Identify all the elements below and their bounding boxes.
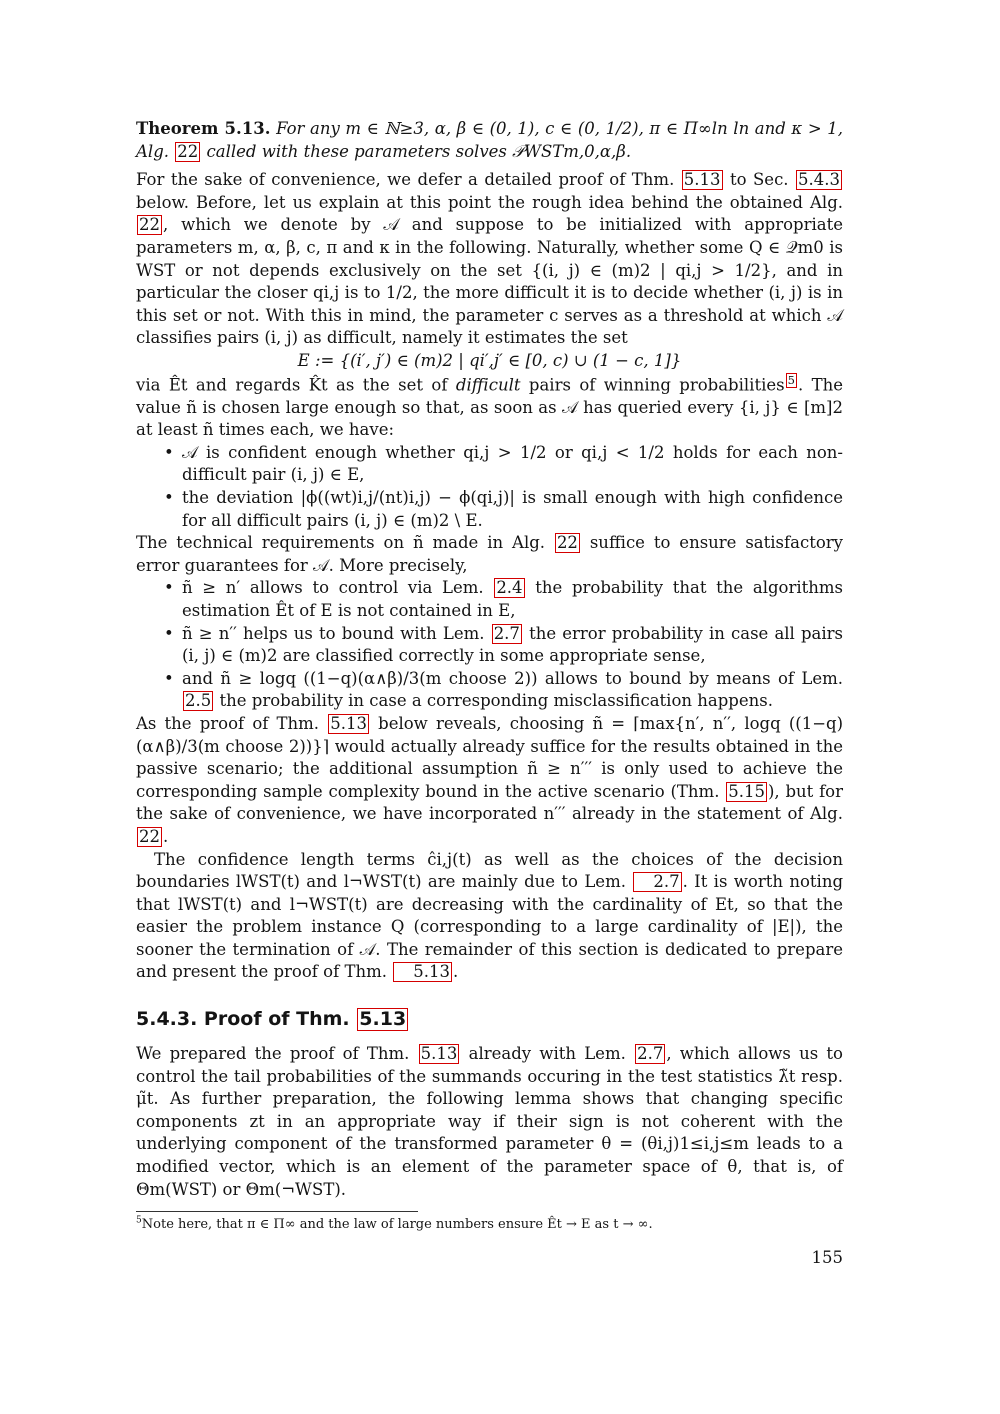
ref-thm-5-15[interactable]: 5.15: [728, 781, 765, 801]
text-run: We prepared the proof of Thm.: [136, 1044, 410, 1064]
ref-alg-22[interactable]: 22: [556, 533, 578, 553]
emphasis-difficult: difficult: [455, 375, 521, 395]
text-run: .: [452, 962, 459, 982]
theorem-text-b: called with these parameters solves 𝒫WSTm,0,α,β.: [206, 141, 632, 161]
ref-thm-5-13[interactable]: 5.13: [330, 713, 367, 733]
text-run: The confidence length terms ĉi,j(t) as well as the choices of the decision boundaries lWST(t) and l¬WST(t) are mainly due to Lem.: [136, 849, 843, 892]
ref-alg-22[interactable]: 22: [139, 826, 160, 846]
paragraph-overview: [136, 169, 843, 350]
ref-lem-2-4[interactable]: 2.4: [496, 578, 523, 598]
list-item: [182, 623, 843, 668]
text-run: pairs of winning probabilities: [528, 375, 785, 395]
bullet-list-confidence: [136, 442, 843, 532]
text-run: and ñ ≥ logq ((1−q)(α∧β)/3(m choose 2)) allows to bound by means of Lem.: [182, 668, 843, 688]
text-run: the error probability in case all pairs (i, j) ∈ (m)2 are classified correctly in some appropriate sense,: [182, 623, 843, 666]
footnote-mark: 5: [136, 1215, 142, 1226]
footnote-text: Note here, that π ∈ Π∞ and the law of large numbers ensure Êt → E as t → ∞.: [141, 1217, 653, 1233]
ref-alg-22[interactable]: 22: [177, 141, 199, 161]
paragraph-confidence-length: [136, 849, 843, 985]
text-run: suffice to ensure satisfactory error guarantees for 𝒜. More precisely,: [136, 533, 843, 575]
section-heading-5-4-3: [136, 1008, 843, 1031]
page-body: [136, 118, 843, 1233]
list-item: • the deviation |ϕ((wt)i,j/(nt)i,j) − ϕ(qi,j)| is small enough with high confidence for all difficult pairs (i, j) ∈ (m)2 \ E.: [182, 487, 843, 532]
theorem-5-13: [136, 118, 843, 163]
text-run: . It is worth noting that lWST(t) and l¬WST(t) are decreasing with the cardinality of Et, so that the easier the problem instance Q (corresponding to a large cardinality of |E|), the sooner the termination of 𝒜. The remainder of this section is dedicated to prepare and present the proof of Thm.: [136, 872, 844, 982]
text-run: ), but for the sake of convenience, we have incorporated n′′′ already in the statement of Alg.: [136, 781, 844, 824]
paragraph-proof-reveal: [136, 713, 843, 849]
text-run: , which allows us to control the tail probabilities of the summands occuring in the test statistics λ̃t resp. μ̃t. As further preparation, the following lemma shows that changing specific components zt in an appropriate way if their sign is not coherent with the underlying component of the transformed parameter θ = (θi,j)1≤i,j≤m leads to a modified vector, which is an element of the parameter space of θ, that is, of Θm(WST) or Θm(¬WST).: [136, 1044, 843, 1199]
bullet-list-requirements: [136, 577, 843, 713]
footnote-divider: [136, 1211, 418, 1212]
list-item: [182, 577, 843, 622]
display-equation-E: E := {(i′, j′) ∈ (m)2 | qi′,j′ ∈ [0, c) ∪ (1 − c, 1]}: [297, 350, 682, 370]
list-item: [182, 668, 843, 713]
text-run: the probability in case a corresponding misclassification happens.: [219, 691, 773, 711]
text-run: already with Lem.: [468, 1044, 626, 1064]
text-run: via Êt and regards K̂t as the set of: [136, 375, 448, 395]
ref-sec-5-4-3[interactable]: 5.4.3: [798, 170, 840, 190]
text-run: to Sec.: [729, 170, 789, 190]
theorem-heading: Theorem 5.13.: [136, 119, 271, 138]
footnote-ref-5[interactable]: 5: [787, 372, 795, 387]
ref-lem-2-7[interactable]: 2.7: [637, 1044, 664, 1064]
text-run: ñ ≥ n′′ helps us to bound with Lem.: [182, 623, 485, 643]
ref-lem-2-7[interactable]: 2.7: [493, 623, 520, 643]
ref-thm-5-13[interactable]: 5.13: [359, 1008, 407, 1031]
footnote-5: [136, 1216, 843, 1233]
ref-lem-2-5[interactable]: 2.5: [185, 691, 212, 711]
paragraph-technical-requirements: [136, 532, 843, 577]
text-run: .: [163, 826, 169, 846]
text-run: For the sake of convenience, we defer a detailed proof of Thm.: [136, 170, 675, 190]
text-run: the probability that the algorithms estimation Êt of E is not contained in E,: [182, 578, 843, 620]
paragraph-difficult-pairs: [136, 373, 843, 442]
section-title: 5.4.3. Proof of Thm.: [136, 1008, 350, 1031]
ref-thm-5-13[interactable]: 5.13: [420, 1044, 458, 1064]
page-number: 155: [811, 1248, 843, 1267]
ref-alg-22[interactable]: 22: [139, 215, 160, 235]
text-run: As the proof of Thm.: [136, 713, 320, 733]
theorem-text-a: For any m ∈ ℕ≥3, α, β ∈ (0, 1), c ∈ (0, 1/2), π ∈ Π∞ln ln and κ > 1, Alg.: [136, 119, 843, 161]
text-run: . The value ñ is chosen large enough so that, as soon as 𝒜 has queried every {i, j} ∈ [m]2 at least ñ times each, we have:: [136, 375, 843, 440]
paragraph-proof-prep: [136, 1043, 843, 1201]
text-run: , which we denote by 𝒜 and suppose to be initialized with appropriate parameters m, α, β, c, π and κ in the following. Naturally, whether some Q ∈ 𝒬m0 is WST or not depends exclusively on the set {(i, j) ∈ (m)2 | qi,j > 1/2}, and in particular the closer qi,j is to 1/2, the more difficult it is to decide whether (i, j) is in this set or not. With this in mind, the parameter c serves as a threshold at which 𝒜 classifies pairs (i, j) as difficult, namely it estimates the set: [136, 215, 843, 348]
ref-thm-5-13[interactable]: 5.13: [393, 962, 452, 982]
text-run: The technical requirements on ñ made in Alg.: [136, 533, 546, 553]
text-run: below reveals, choosing ñ = ⌈max{n′, n′′, logq ((1−q)(α∧β)/3(m choose 2))}⌉ would actually already suffice for the results obtained in the passive scenario; the additional assumption ñ ≥ n′′′ is only used to achieve the corresponding sample complexity bound in the active scenario (Thm.: [136, 713, 844, 801]
list-item: • 𝒜 is confident enough whether qi,j > 1/2 or qi,j < 1/2 holds for each non-difficult pair (i, j) ∈ E,: [182, 442, 843, 487]
ref-thm-5-13[interactable]: 5.13: [683, 170, 721, 190]
ref-lem-2-7[interactable]: 2.7: [633, 872, 681, 892]
text-run: below. Before, let us explain at this point the rough idea behind the obtained Alg.: [136, 192, 843, 212]
text-run: ñ ≥ n′ allows to control via Lem.: [182, 578, 484, 598]
